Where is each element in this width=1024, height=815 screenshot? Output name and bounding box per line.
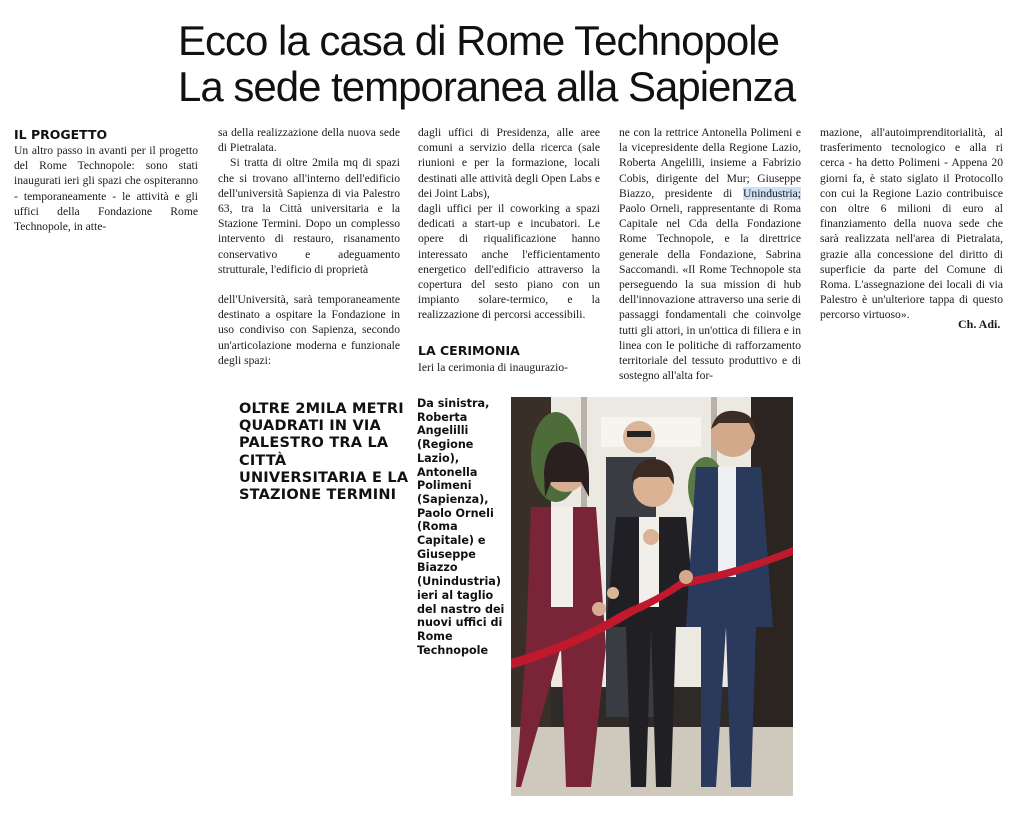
kicker-il-progetto: IL PROGETTO	[14, 127, 108, 142]
article-column-2-continued	[218, 292, 400, 368]
kicker-la-cerimonia: LA CERIMONIA	[418, 343, 520, 358]
article-column-3-ceremony	[418, 360, 600, 375]
paragraph: Si tratta di oltre 2mila mq di spazi che si trovano all'interno dell'edificio dell'università Sapienza di via Palestro 63, tra la Città universitaria e la Stazione Termini. Dopo un complesso intervento di restauro, risanamento conservativo e adeguamento strutturale, l'edificio di proprietà	[218, 156, 400, 276]
paragraph: dagli uffici di Presidenza, alle aree comuni a servizio della ricerca (sale riunioni e per la formazione, locali destinati alle attività degli Open Labs e dei Joint Labs),	[418, 126, 600, 200]
headline-line-1: Ecco la casa di Rome Technopole	[178, 17, 779, 64]
paragraph: Un altro passo in avanti per il progetto del Rome Technopole: sono stati inaugurati ieri gli spazi che ospiteranno - temporaneamente - le attività e gli uffici della Fondazione Rome Technopole, in atte-	[14, 144, 198, 234]
article-column-3-continued	[418, 201, 600, 323]
author-signature: Ch. Adi.	[958, 317, 1001, 331]
paragraph: ne con la rettrice Antonella Polimeni e la vicepresidente della Regione Lazio, Roberta Angelilli, insieme a Fabrizio Cobis, dirigente del Mur; Giuseppe Biazzo, presidente di Unindustria; Paolo Orneli, rappresentante di Roma Capitale nel Cda della Fondazione Rome Technopole, e la direttrice generale della Fondazione, Sabrina Saccomandi. «Il Rome Technopole sta perseguendo la sua mission di hub dell'innovazione attraverso una serie di passaggi fondamentali che coinvolge tutti gli attori, in un'ottica di filiera e in linea con le politiche di rafforzamento territoriale del tessuto produttivo e di sostegno all'alta for-	[619, 126, 801, 383]
paragraph: dell'Università, sarà temporaneamente destinato a ospitare la Fondazione in uso condiviso con Sapienza, secondo un'articolazione moderna e funzionale degli spazi:	[218, 293, 400, 367]
headline-line-2: La sede temporanea alla Sapienza	[178, 63, 796, 110]
highlighted-text[interactable]: Unindustria;	[743, 186, 801, 200]
paragraph: dagli uffici per il coworking a spazi dedicati a start-up e incubatori. Le opere di riqualificazione hanno interessato anche l'efficientamento energetico dell'edificio attraverso la copertura del sesto piano con un impianto solare-termico, e la realizzazione di percorsi accessibili.	[418, 202, 600, 322]
paragraph: sa della realizzazione della nuova sede di Pietralata.	[218, 126, 400, 155]
ceremony-photo	[511, 397, 793, 796]
photo-caption: Da sinistra, Roberta Angelilli (Regione Lazio), Antonella Polimeni (Sapienza), Paolo Orneli (Roma Capitale) e Giuseppe Biazzo (Unindustria) ieri al taglio del nastro dei nuovi uffici di Rome Technopole	[417, 397, 505, 657]
pull-quote: OLTRE 2MILA METRI QUADRATI IN VIA PALESTRO TRA LA CITTÀ UNIVERSITARIA E LA STAZIONE TERMINI	[239, 401, 409, 504]
ribbon-cutting-illustration	[511, 397, 793, 796]
headline	[178, 18, 998, 110]
article-column-2	[218, 125, 400, 277]
paragraph: mazione, all'autoimprenditorialità, al trasferimento tecnologico e alla ri cerca - ha detto Polimeni - Appena 20 giorni fa, è stato siglato il Protocollo con cui la Regione Lazio contribuisce con oltre 6 milioni di euro al finanziamento della nuova sede che sarà realizzata nell'area di Pietralata, grazie alla concessione del diritto di superficie da parte del Comune di Roma. L'assegnazione dei locali di via Palestro è un'ulteriore tappa di questo percorso virtuoso».	[820, 126, 1003, 322]
paragraph: Ieri la cerimonia di inaugurazio-	[418, 361, 569, 374]
article-column-3	[418, 125, 600, 201]
article-column-5	[820, 125, 1003, 323]
article-column-1	[14, 143, 198, 234]
article-column-4	[619, 125, 801, 383]
